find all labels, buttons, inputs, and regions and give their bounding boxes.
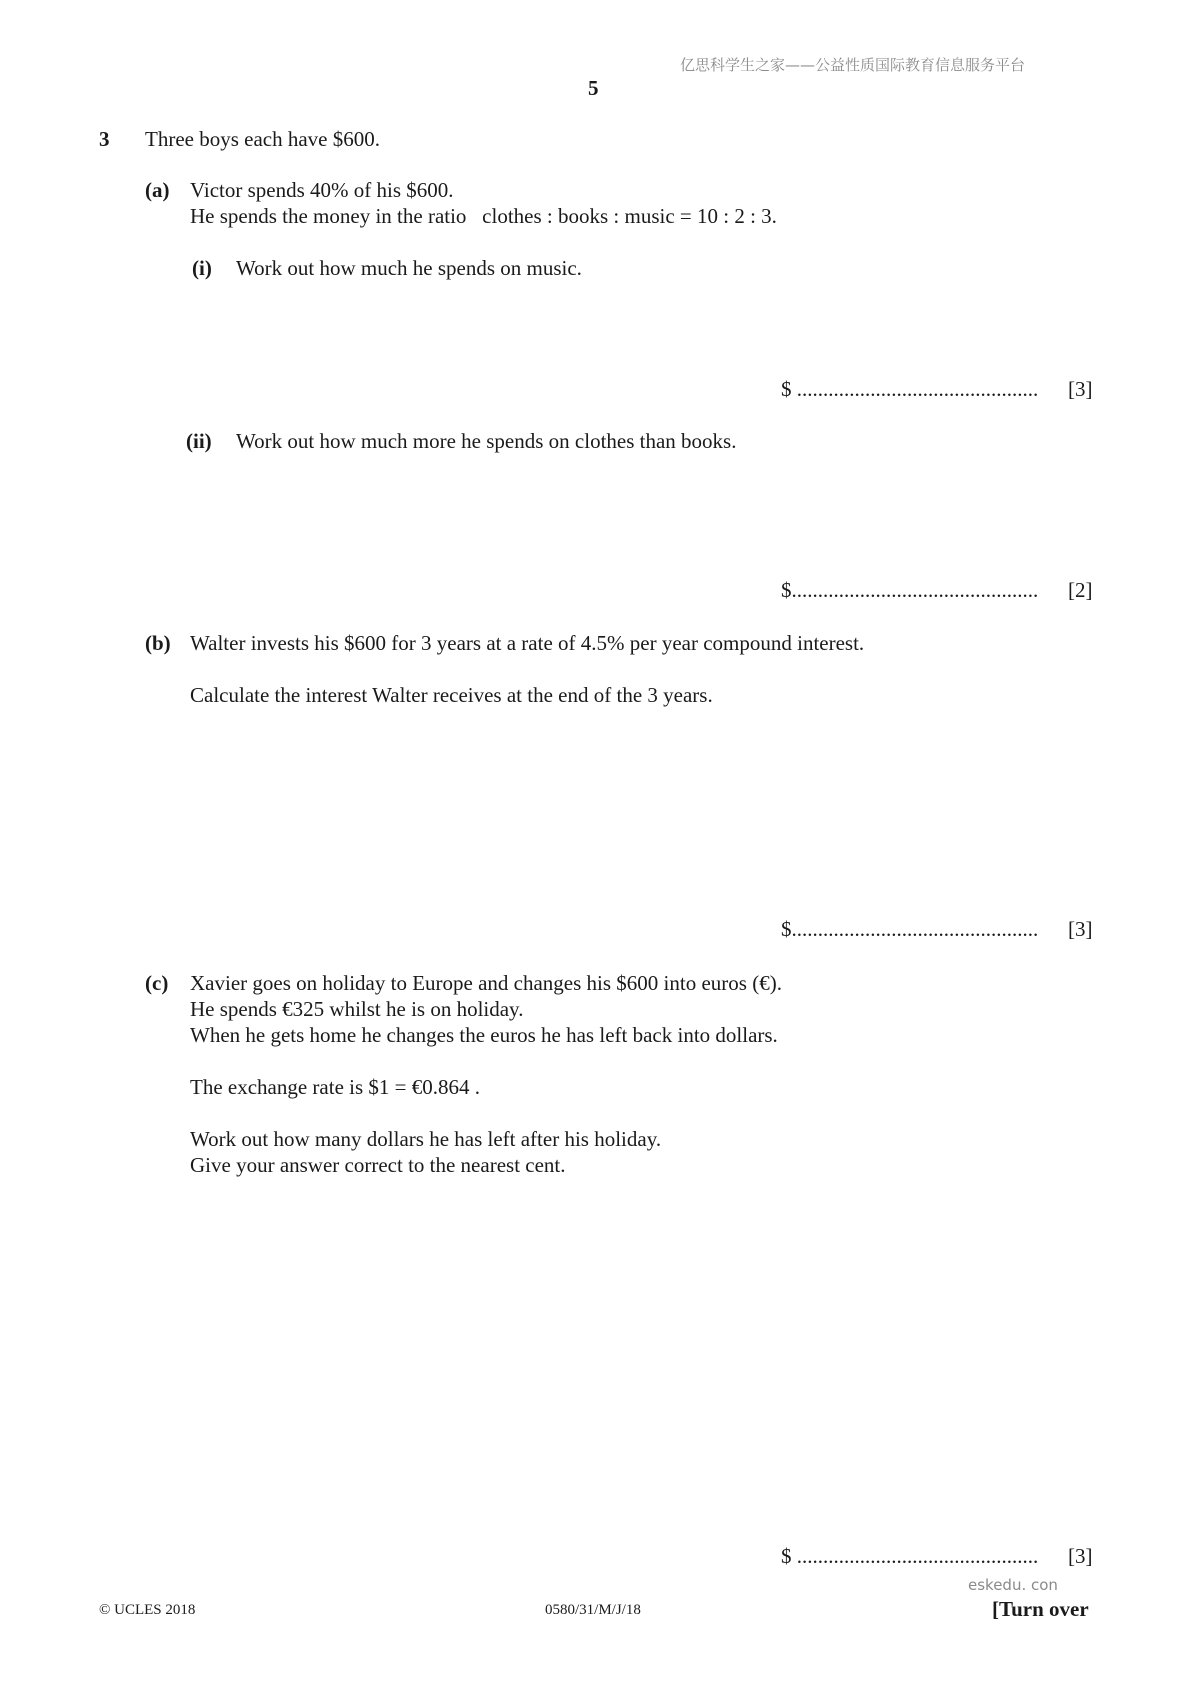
marks-c: [3] [1068, 1544, 1093, 1568]
part-c-label: (c) [145, 971, 169, 995]
answer-line-a-i[interactable]: $ .............................................. [781, 377, 1039, 401]
part-c-line5: Work out how many dollars he has left after his holiday. [190, 1127, 662, 1151]
paper-code: 0580/31/M/J/18 [545, 1602, 641, 1618]
page-number: 5 [588, 76, 599, 100]
turn-over: [Turn over [992, 1597, 1089, 1621]
part-c-line2: He spends €325 whilst he is on holiday. [190, 997, 524, 1021]
marks-a-i: [3] [1068, 377, 1093, 401]
answer-line-b[interactable]: $............................................... [781, 917, 1039, 941]
part-b-label: (b) [145, 631, 171, 655]
part-a-ii-text: Work out how much more he spends on clothes than books. [236, 429, 737, 453]
part-c-line6: Give your answer correct to the nearest cent. [190, 1153, 566, 1177]
watermark-bottom: eskedu. con [968, 1576, 1058, 1594]
answer-line-a-ii[interactable]: $............................................... [781, 578, 1039, 602]
part-a-line1: Victor spends 40% of his $600. [190, 178, 454, 202]
part-b-line1: Walter invests his $600 for 3 years at a rate of 4.5% per year compound interest. [190, 631, 865, 655]
question-stem: Three boys each have $600. [145, 127, 380, 151]
part-a-ii-label: (ii) [186, 429, 212, 453]
part-b-line2: Calculate the interest Walter receives at the end of the 3 years. [190, 683, 713, 707]
marks-a-ii: [2] [1068, 578, 1093, 602]
part-c-line4: The exchange rate is $1 = €0.864 . [190, 1075, 481, 1099]
answer-line-c[interactable]: $ .............................................. [781, 1544, 1039, 1568]
part-c-line3: When he gets home he changes the euros he has left back into dollars. [190, 1023, 778, 1047]
part-a-i-text: Work out how much he spends on music. [236, 256, 582, 280]
marks-b: [3] [1068, 917, 1093, 941]
part-a-i-label: (i) [192, 256, 212, 280]
question-number: 3 [99, 127, 110, 151]
part-a-line2: He spends the money in the ratio clothes : books : music = 10 : 2 : 3. [190, 204, 777, 228]
watermark-top: 亿思科学生之家——公益性质国际教育信息服务平台 [680, 56, 1026, 74]
part-c-line1: Xavier goes on holiday to Europe and changes his $600 into euros (€). [190, 971, 782, 995]
part-a-label: (a) [145, 178, 170, 202]
copyright: © UCLES 2018 [99, 1602, 196, 1618]
